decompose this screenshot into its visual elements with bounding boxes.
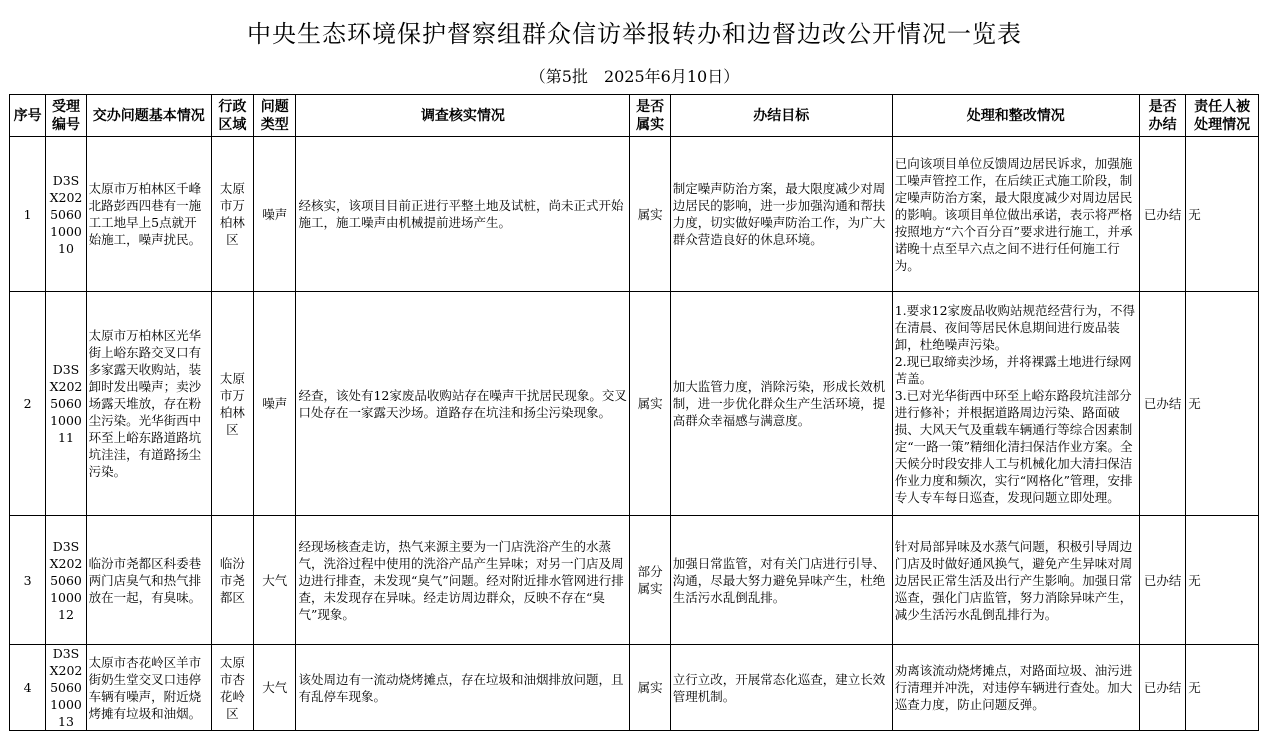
row-type: 噪声: [254, 292, 296, 516]
row-code: D3SX2025060100010: [46, 137, 86, 292]
row-closed: 已办结: [1139, 516, 1185, 645]
header-verified: 是否属实: [630, 95, 670, 137]
row-responsible: 无: [1186, 292, 1259, 516]
row-region: 太原市杏花岭区: [211, 645, 253, 731]
row-verified: 属实: [630, 137, 670, 292]
row-handling: 针对局部异味及水蒸气问题，积极引导周边门店及时做好通风换气，避免产生异味对周边居民正常生活及出行产生影响。加强日常巡查，强化门店监管，努力消除异味产生，减少生活污水乱倒乱排行为。: [892, 516, 1139, 645]
page-subtitle: （第5批 2025年6月10日）: [529, 67, 740, 86]
row-verified: 属实: [630, 292, 670, 516]
row-handling: 已向该项目单位反馈周边居民诉求，加强施工噪声管控工作，在后续正式施工阶段，制定噪声防治方案，最大限度减少对周边居民的影响。该项目单位做出承诺，表示将严格按照地方“六个百分百”要求进行施工，并承诺晚十点至早六点之间不进行任何施工行为。: [892, 137, 1139, 292]
table-row: [10, 137, 1259, 292]
row-responsible: 无: [1186, 645, 1259, 731]
row-issue: 太原市杏花岭区羊市街奶生堂交叉口违停车辆有噪声，附近烧烤摊有垃圾和油烟。: [86, 645, 211, 731]
row-verified: 部分属实: [630, 516, 670, 645]
row-closed: 已办结: [1139, 645, 1185, 731]
row-investigation: 经核实，该项目目前正进行平整土地及试桩，尚未正式开始施工，施工噪声由机械提前进场产生。: [296, 137, 630, 292]
report-table: [9, 94, 1259, 731]
header-handling: 处理和整改情况: [892, 95, 1139, 137]
row-handling: 劝离该流动烧烤摊点，对路面垃圾、油污进行清理并冲洗，对违停车辆进行查处。加大巡查力度，防止问题反弹。: [892, 645, 1139, 731]
table-row: [10, 516, 1259, 645]
header-closed: 是否办结: [1139, 95, 1185, 137]
header-responsible: 责任人被处理情况: [1186, 95, 1259, 137]
row-goal: 制定噪声防治方案，最大限度减少对周边居民的影响，进一步加强沟通和帮扶力度，切实做好噪声防治工作，为广大群众营造良好的休息环境。: [670, 137, 892, 292]
header-region: 行政区域: [211, 95, 253, 137]
row-investigation: 经查，该处有12家废品收购站存在噪声干扰居民现象。交叉口处存在一家露天沙场。道路存在坑洼和扬尘污染现象。: [296, 292, 630, 516]
row-responsible: 无: [1186, 137, 1259, 292]
header-issue: 交办问题基本情况: [86, 95, 211, 137]
header-code: 受理编号: [46, 95, 86, 137]
row-seq: 4: [10, 645, 46, 731]
page-title: 中央生态环境保护督察组群众信访举报转办和边督边改公开情况一览表: [247, 20, 1022, 48]
row-type: 噪声: [254, 137, 296, 292]
row-issue: 太原市万柏林区千峰北路彭西四巷有一施工工地早上5点就开始施工，噪声扰民。: [86, 137, 211, 292]
row-seq: 1: [10, 137, 46, 292]
row-seq: 3: [10, 516, 46, 645]
row-closed: 已办结: [1139, 292, 1185, 516]
row-type: 大气: [254, 645, 296, 731]
header-row: [10, 95, 1259, 137]
row-region: 太原市万柏林区: [211, 292, 253, 516]
row-code: D3SX2025060100013: [46, 645, 86, 731]
row-code: D3SX2025060100011: [46, 292, 86, 516]
table-row: [10, 292, 1259, 516]
row-goal: 立行立改，开展常态化巡查，建立长效管理机制。: [670, 645, 892, 731]
table-row: [10, 645, 1259, 731]
row-responsible: 无: [1186, 516, 1259, 645]
header-goal: 办结目标: [670, 95, 892, 137]
row-seq: 2: [10, 292, 46, 516]
row-region: 临汾市尧都区: [211, 516, 253, 645]
header-investigation: 调查核实情况: [296, 95, 630, 137]
row-handling: 1.要求12家废品收购站规范经营行为，不得在清晨、夜间等居民休息期间进行废品装卸，杜绝噪声污染。 2.现已取缔卖沙场，并将裸露土地进行绿网苫盖。 3.已对光华街西中环至上峪东路段坑洼部分进行修补；并根据道路周边污染、路面破损、大风天气及重载车辆通行等综合因素制定“一路一策”精细化清扫保洁作业方案。全天候分时段安排人工与机械化加大清扫保洁作业力度和频次，实行“网格化”管理，安排专人专车每日巡查，发现问题立即处理。: [892, 292, 1139, 516]
row-issue: 太原市万柏林区光华街上峪东路交叉口有多家露天收购站，装卸时发出噪声；卖沙场露天堆放，存在粉尘污染。光华街西中环至上峪东路道路坑坑洼洼，有道路扬尘污染。: [86, 292, 211, 516]
row-region: 太原市万柏林区: [211, 137, 253, 292]
row-closed: 已办结: [1139, 137, 1185, 292]
row-investigation: 经现场核查走访，热气来源主要为一门店洗浴产生的水蒸气，洗浴过程中使用的洗浴产品产生异味；对另一门店及周边进行排查，未发现“臭气”问题。经对附近排水管网进行排查，未发现存在异味。经走访周边群众，反映不存在“臭气”现象。: [296, 516, 630, 645]
row-goal: 加强日常监管，对有关门店进行引导、沟通，尽最大努力避免异味产生，杜绝生活污水乱倒乱排。: [670, 516, 892, 645]
row-code: D3SX2025060100012: [46, 516, 86, 645]
row-investigation: 该处周边有一流动烧烤摊点，存在垃圾和油烟排放问题，且有乱停车现象。: [296, 645, 630, 731]
row-issue: 临汾市尧都区科委巷两门店臭气和热气排放在一起，有臭味。: [86, 516, 211, 645]
row-type: 大气: [254, 516, 296, 645]
row-goal: 加大监管力度，消除污染，形成长效机制，进一步优化群众生产生活环境，提高群众幸福感与满意度。: [670, 292, 892, 516]
header-seq: 序号: [10, 95, 46, 137]
row-verified: 属实: [630, 645, 670, 731]
header-type: 问题类型: [254, 95, 296, 137]
